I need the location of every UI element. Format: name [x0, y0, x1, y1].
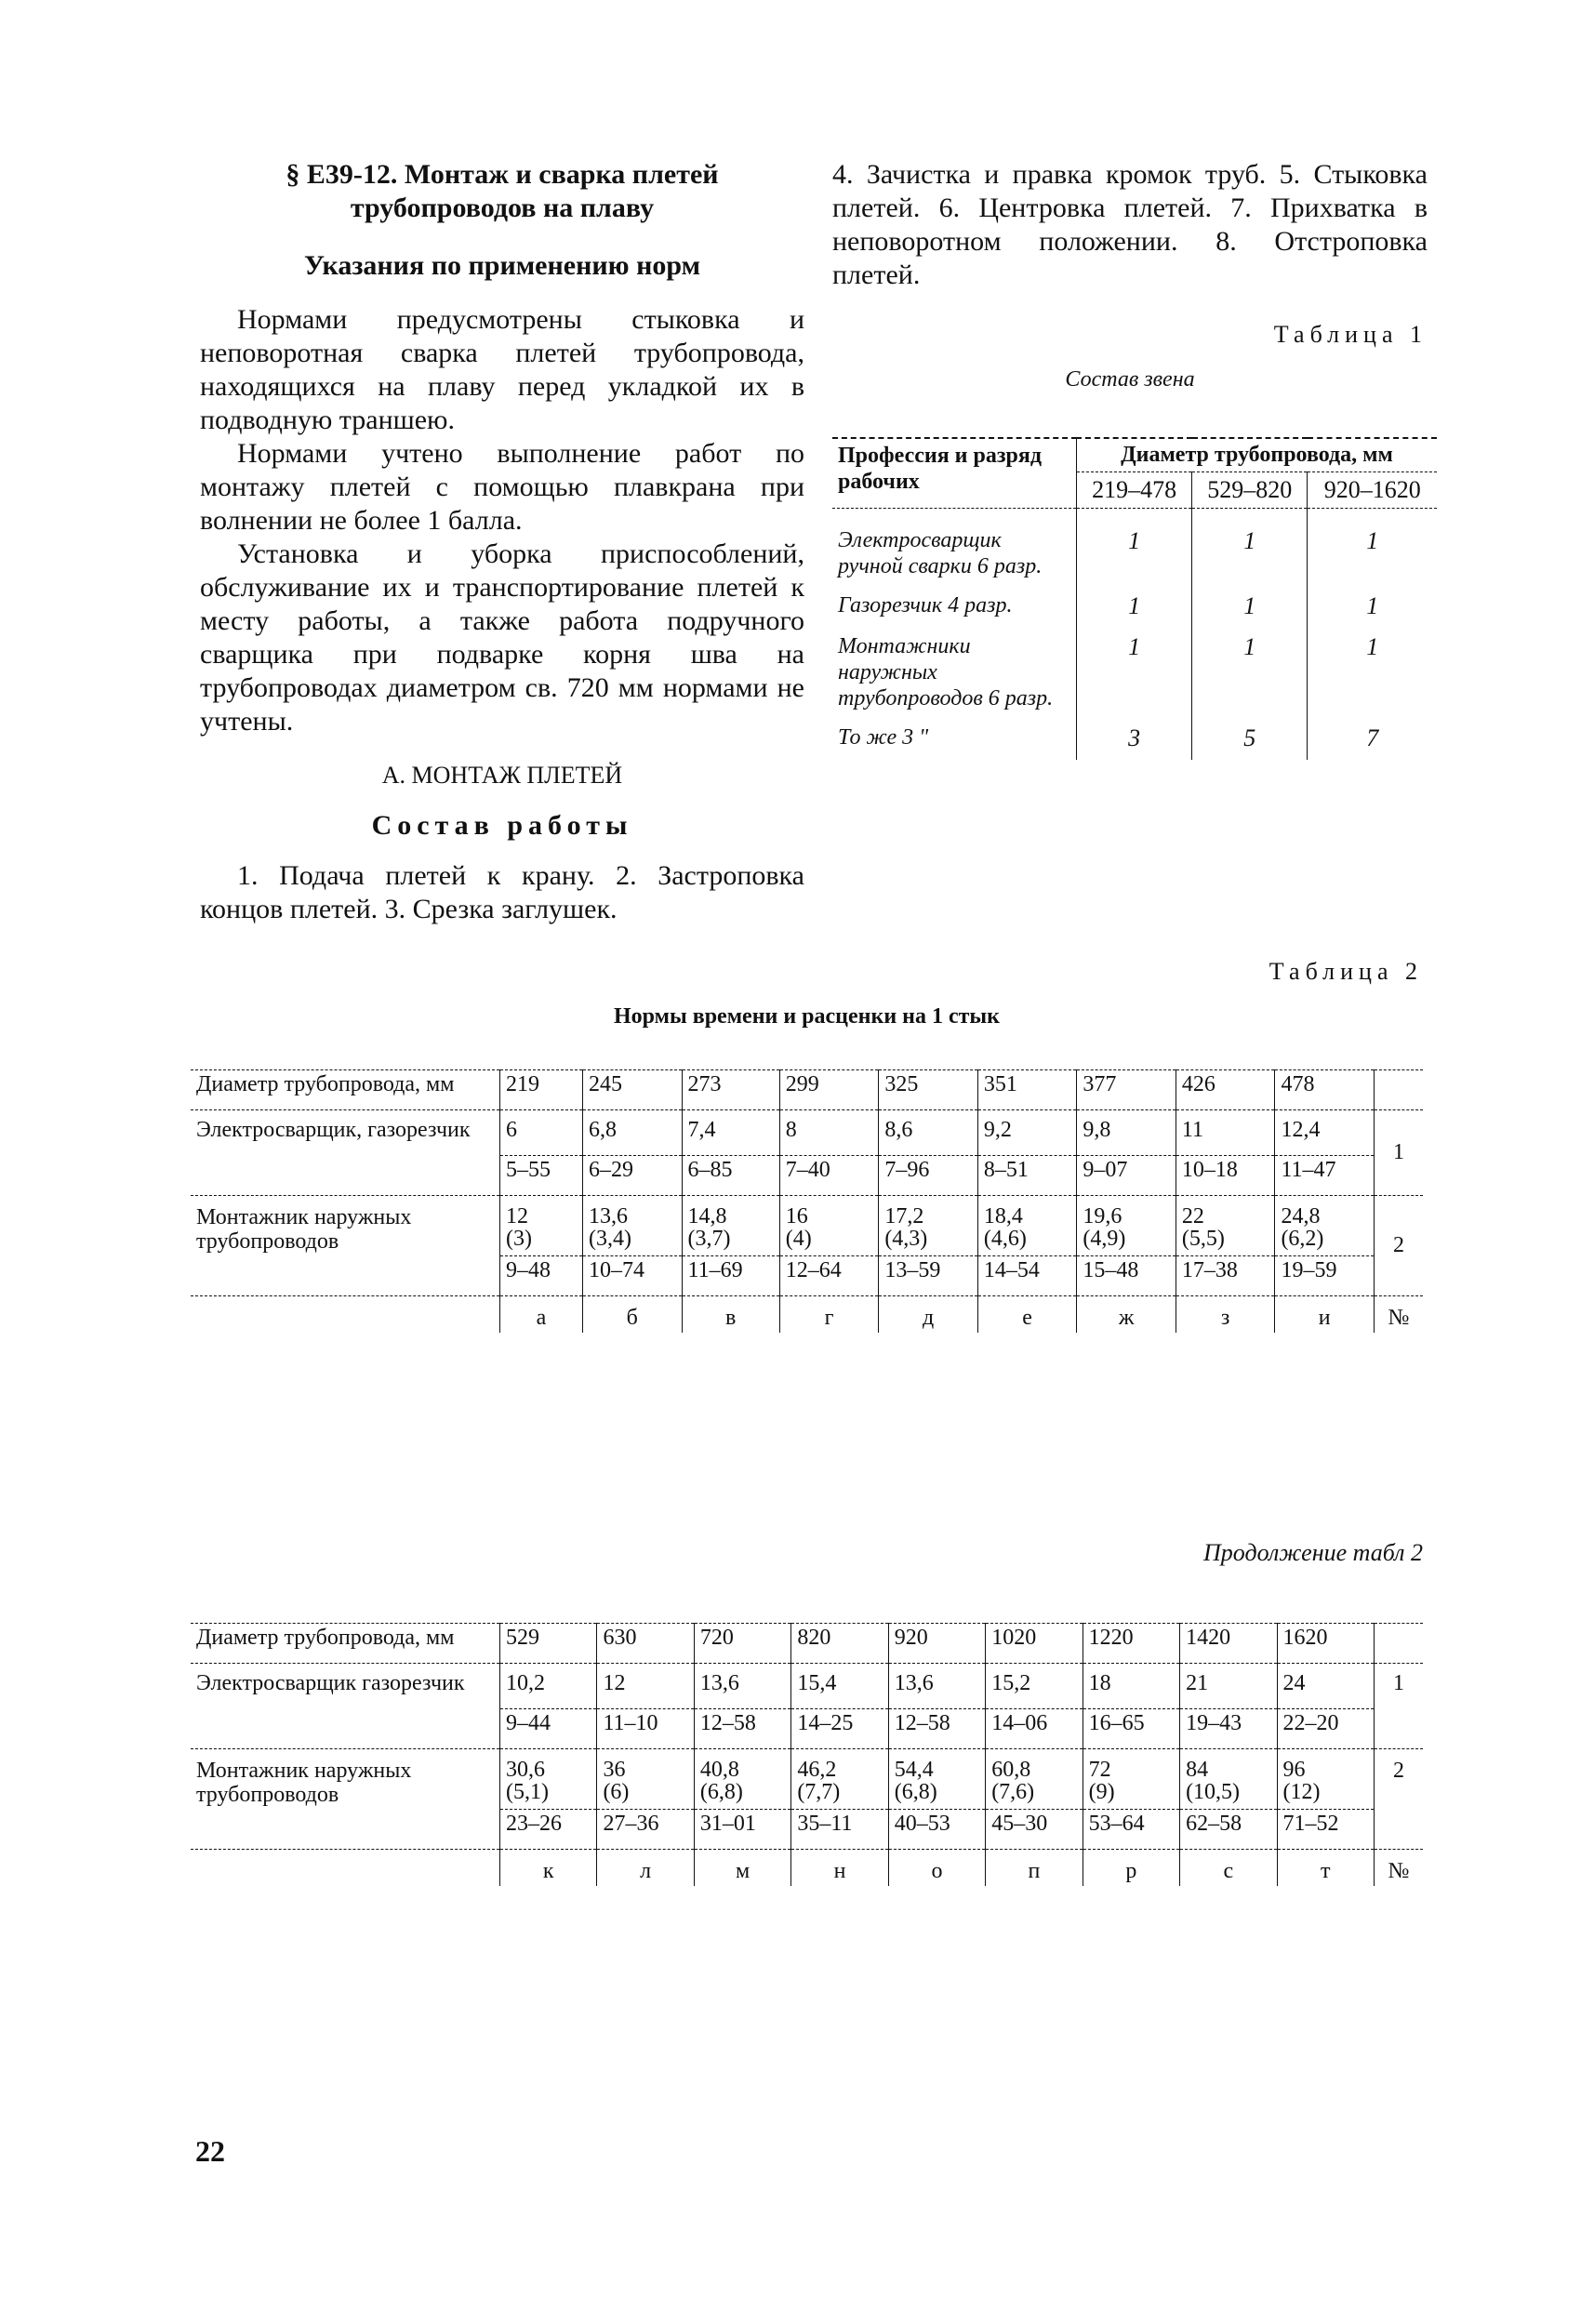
norm-value: 18,4: [983, 1204, 1023, 1228]
norm-paren: (6,8): [699, 1780, 743, 1804]
row-number-cell: 2: [1375, 1749, 1424, 1850]
column-letter: ж: [1077, 1296, 1176, 1334]
norm-paren: (3,4): [589, 1227, 631, 1251]
price-cell: 5–55: [500, 1156, 583, 1196]
count-cell: 3: [1077, 715, 1192, 760]
count-cell: 1: [1308, 624, 1437, 715]
price-cell: 13–59: [879, 1256, 978, 1296]
norm-paren: (5,1): [506, 1780, 549, 1804]
diameter-range: 529–820: [1192, 472, 1308, 509]
norm-paren: (6): [603, 1780, 630, 1804]
table-row: [191, 1196, 1423, 1256]
count-cell: 1: [1192, 624, 1308, 715]
table-row: [191, 1110, 1423, 1156]
norm-paren: (3): [506, 1227, 532, 1251]
price-cell: 19–59: [1275, 1256, 1375, 1296]
diameter-cell: 630: [597, 1624, 694, 1664]
norm-cell: 24: [1277, 1664, 1375, 1709]
column-letter: з: [1176, 1296, 1275, 1334]
norm-value: 96: [1282, 1758, 1306, 1782]
diameter-cell: 325: [879, 1070, 978, 1110]
norm-value: 13,6: [589, 1204, 629, 1228]
table1-label: Таблица 1: [1273, 321, 1428, 348]
row-number-cell: [1375, 1070, 1424, 1110]
section-heading-line2: трубопроводов на плаву: [350, 193, 655, 223]
norm-cell: [1077, 1196, 1176, 1256]
norm-paren: (3,7): [687, 1227, 731, 1251]
norm-paren: (7,7): [797, 1780, 841, 1804]
price-cell: 35–11: [791, 1810, 888, 1850]
norm-cell: 10,2: [500, 1664, 597, 1709]
price-cell: 71–52: [1277, 1810, 1375, 1850]
number-header: №: [1375, 1296, 1424, 1334]
norm-cell: [1083, 1749, 1179, 1810]
norm-value: 30,6: [506, 1758, 545, 1782]
profession-header: Профессия и разряд рабочих: [838, 444, 1042, 494]
norms-subtitle: Указания по применению норм: [303, 250, 701, 281]
norms-table-continued: [191, 1623, 1423, 1886]
row-number-cell: 1: [1375, 1664, 1424, 1749]
profession-cell: Монтажники наружных трубопроводов 6 разр.: [838, 634, 1054, 710]
norm-cell: [583, 1196, 683, 1256]
diameter-cell: 426: [1176, 1070, 1275, 1110]
empty-label-cell: [191, 1850, 500, 1887]
work-steps-right: 4. Зачистка и правка кромок труб. 5. Стыковка плетей. 6. Центровка плетей. 7. Прихватка в неповоротном положении. 8. Отстроповка плетей.: [832, 159, 1428, 290]
table-row: [191, 1850, 1423, 1887]
norm-value: 46,2: [797, 1758, 837, 1782]
price-cell: 62–58: [1180, 1810, 1277, 1850]
price-cell: 15–48: [1077, 1256, 1176, 1296]
worker-label: Монтажник наружных трубопроводов: [191, 1196, 500, 1296]
norm-cell: [597, 1749, 694, 1810]
norm-value: 19,6: [1083, 1204, 1122, 1228]
price-cell: 6–29: [583, 1156, 683, 1196]
norm-cell: [977, 1196, 1077, 1256]
paragraph-2: Нормами учтено выполнение работ по монтажу плетей с помощью плавкрана при волнении не более 1 балла.: [200, 438, 804, 536]
norm-paren: (7,6): [991, 1780, 1035, 1804]
norm-cell: [879, 1196, 978, 1256]
diameter-cell: 351: [977, 1070, 1077, 1110]
norm-value: 24,8: [1281, 1204, 1321, 1228]
column-letter: л: [597, 1850, 694, 1887]
norm-value: 40,8: [699, 1758, 739, 1782]
number-header: №: [1375, 1850, 1424, 1887]
diameter-cell: 273: [682, 1070, 779, 1110]
column-letter: и: [1275, 1296, 1375, 1334]
column-letter: г: [779, 1296, 879, 1334]
norm-cell: 13,6: [694, 1664, 790, 1709]
column-letter: о: [888, 1850, 985, 1887]
column-letter: к: [500, 1850, 597, 1887]
norm-cell: 8,6: [879, 1110, 978, 1156]
price-cell: 8–51: [977, 1156, 1077, 1196]
table1-caption: Состав звена: [1065, 367, 1195, 392]
count-cell: 1: [1308, 509, 1437, 584]
norm-cell: [1180, 1749, 1277, 1810]
price-cell: 53–64: [1083, 1810, 1179, 1850]
price-cell: 22–20: [1277, 1709, 1375, 1749]
page-number: 22: [195, 2134, 225, 2168]
price-cell: 12–58: [888, 1709, 985, 1749]
norm-value: 60,8: [991, 1758, 1031, 1782]
norm-cell: [500, 1749, 597, 1810]
crew-table: [832, 437, 1437, 760]
worker-label: Электросварщик газорезчик: [191, 1664, 500, 1749]
norm-value: 22: [1181, 1204, 1204, 1228]
right-column: [832, 158, 1428, 396]
norms-table: [191, 1069, 1423, 1333]
norm-paren: (4,3): [884, 1227, 928, 1251]
price-cell: 14–25: [791, 1709, 888, 1749]
diameter-cell: 1420: [1180, 1624, 1277, 1664]
norm-cell: 7,4: [682, 1110, 779, 1156]
column-letter: р: [1083, 1850, 1179, 1887]
diameter-cell: 478: [1275, 1070, 1375, 1110]
column-letter: н: [791, 1850, 888, 1887]
count-cell: 1: [1192, 583, 1308, 624]
price-cell: 10–74: [583, 1256, 683, 1296]
column-letter: в: [682, 1296, 779, 1334]
price-cell: 11–69: [682, 1256, 779, 1296]
norm-value: 17,2: [884, 1204, 924, 1228]
price-cell: 9–48: [500, 1256, 583, 1296]
table2-caption: Нормы времени и расценки на 1 стык: [614, 1004, 1000, 1029]
norm-cell: 12: [597, 1664, 694, 1709]
norm-cell: [888, 1749, 985, 1810]
count-cell: 7: [1308, 715, 1437, 760]
table-row: [191, 1624, 1423, 1664]
norm-cell: 8: [779, 1110, 879, 1156]
norm-cell: 21: [1180, 1664, 1277, 1709]
paragraph-3: Установка и уборка приспособлений, обслуживание их и транспортирование плетей к месту работы, а также работа подручного сварщика при подварке корня шва на трубопроводах диаметром св. 720 мм нормами не учтены.: [200, 538, 804, 737]
norm-paren: (5,5): [1181, 1227, 1225, 1251]
norm-cell: [1176, 1196, 1275, 1256]
norm-cell: 9,8: [1077, 1110, 1176, 1156]
table-row: [191, 1296, 1423, 1334]
column-letter: а: [500, 1296, 583, 1334]
norm-cell: [791, 1749, 888, 1810]
profession-cell: То же 3 ": [838, 725, 929, 750]
price-cell: 45–30: [986, 1810, 1083, 1850]
norm-paren: (9): [1088, 1780, 1115, 1804]
count-cell: 1: [1077, 624, 1192, 715]
price-cell: 6–85: [682, 1156, 779, 1196]
norm-paren: (4): [785, 1227, 812, 1251]
price-cell: 40–53: [888, 1810, 985, 1850]
section-a-title: А. МОНТАЖ ПЛЕТЕЙ: [381, 762, 623, 789]
work-composition-title: Состав работы: [371, 810, 633, 841]
price-cell: 11–10: [597, 1709, 694, 1749]
price-cell: 31–01: [694, 1810, 790, 1850]
norm-cell: 15,4: [791, 1664, 888, 1709]
norm-paren: (4,6): [983, 1227, 1027, 1251]
empty-label-cell: [191, 1296, 500, 1334]
table-row: [832, 509, 1437, 584]
norm-cell: 12,4: [1275, 1110, 1375, 1156]
work-steps-left: 1. Подача плетей к крану. 2. Застроповка концов плетей. 3. Срезка заглушек.: [200, 860, 804, 924]
row-number-cell: [1375, 1624, 1424, 1664]
norm-value: 72: [1088, 1758, 1111, 1782]
diameter-group-header: Диаметр трубопровода, мм: [1077, 438, 1438, 472]
price-cell: 17–38: [1176, 1256, 1275, 1296]
diameter-label: Диаметр трубопровода, мм: [191, 1624, 500, 1664]
worker-label: Монтажник наружных трубопроводов: [191, 1749, 500, 1850]
price-cell: 14–54: [977, 1256, 1077, 1296]
price-cell: 16–65: [1083, 1709, 1179, 1749]
count-cell: 5: [1192, 715, 1308, 760]
diameter-cell: 377: [1077, 1070, 1176, 1110]
price-cell: 14–06: [986, 1709, 1083, 1749]
norm-cell: 6: [500, 1110, 583, 1156]
diameter-cell: 1620: [1277, 1624, 1375, 1664]
worker-label: Электросварщик, газорезчик: [191, 1110, 500, 1196]
column-letter: б: [583, 1296, 683, 1334]
count-cell: 1: [1192, 509, 1308, 584]
norm-cell: [1277, 1749, 1375, 1810]
paragraph-1: Нормами предусмотрены стыковка и неповоротная сварка плетей трубопровода, находящихся на плаву перед укладкой их в подводную траншею.: [200, 304, 804, 435]
norm-cell: [500, 1196, 583, 1256]
count-cell: 1: [1077, 509, 1192, 584]
diameter-cell: 1220: [1083, 1624, 1179, 1664]
norm-cell: 18: [1083, 1664, 1179, 1709]
section-heading: § Е39-12. Монтаж и сварка плетей: [286, 159, 719, 190]
price-cell: 11–47: [1275, 1156, 1375, 1196]
price-cell: 9–07: [1077, 1156, 1176, 1196]
price-cell: 27–36: [597, 1810, 694, 1850]
diameter-range: 920–1620: [1308, 472, 1437, 509]
norm-cell: [1275, 1196, 1375, 1256]
table-row: [832, 624, 1437, 715]
diameter-cell: 219: [500, 1070, 583, 1110]
diameter-range: 219–478: [1077, 472, 1192, 509]
price-cell: 12–64: [779, 1256, 879, 1296]
count-cell: 1: [1077, 583, 1192, 624]
norm-paren: (6,2): [1281, 1227, 1324, 1251]
norm-cell: 11: [1176, 1110, 1275, 1156]
row-number-cell: 1: [1375, 1110, 1424, 1196]
norm-cell: [694, 1749, 790, 1810]
price-cell: 7–40: [779, 1156, 879, 1196]
count-cell: 1: [1308, 583, 1437, 624]
column-letter: е: [977, 1296, 1077, 1334]
diameter-label: Диаметр трубопровода, мм: [191, 1070, 500, 1110]
diameter-cell: 920: [888, 1624, 985, 1664]
norm-value: 54,4: [894, 1758, 934, 1782]
diameter-cell: 820: [791, 1624, 888, 1664]
table-row: [832, 583, 1437, 624]
table-row: [832, 715, 1437, 760]
norm-paren: (6,8): [894, 1780, 937, 1804]
norm-value: 12: [506, 1204, 528, 1228]
norm-value: 14,8: [687, 1204, 727, 1228]
price-cell: 23–26: [500, 1810, 597, 1850]
norm-cell: 15,2: [986, 1664, 1083, 1709]
column-letter: т: [1277, 1850, 1375, 1887]
price-cell: 9–44: [500, 1709, 597, 1749]
norm-paren: (4,9): [1083, 1227, 1126, 1251]
norm-cell: [986, 1749, 1083, 1810]
table-row: [191, 1749, 1423, 1810]
norm-value: 36: [603, 1758, 626, 1782]
diameter-cell: 529: [500, 1624, 597, 1664]
norm-cell: [779, 1196, 879, 1256]
diameter-cell: 299: [779, 1070, 879, 1110]
table-row: [191, 1070, 1423, 1110]
profession-cell: Электросварщик ручной сварки 6 разр.: [838, 528, 1043, 578]
column-letter: п: [986, 1850, 1083, 1887]
norm-cell: [682, 1196, 779, 1256]
diameter-cell: 245: [583, 1070, 683, 1110]
norm-paren: (10,5): [1186, 1780, 1241, 1804]
price-cell: 19–43: [1180, 1709, 1277, 1749]
norm-paren: (12): [1282, 1780, 1321, 1804]
price-cell: 7–96: [879, 1156, 978, 1196]
price-cell: 12–58: [694, 1709, 790, 1749]
norm-value: 16: [785, 1204, 808, 1228]
row-number-cell: 2: [1375, 1196, 1424, 1296]
diameter-cell: 720: [694, 1624, 790, 1664]
table-row: [191, 1664, 1423, 1709]
column-letter: д: [879, 1296, 978, 1334]
norm-cell: 6,8: [583, 1110, 683, 1156]
norm-cell: 9,2: [977, 1110, 1077, 1156]
table2-label: Таблица 2: [1269, 958, 1423, 985]
norm-value: 84: [1186, 1758, 1209, 1782]
profession-cell: Газорезчик 4 разр.: [838, 593, 1013, 618]
column-letter: с: [1180, 1850, 1277, 1887]
left-column: [200, 158, 804, 926]
price-cell: 10–18: [1176, 1156, 1275, 1196]
norm-cell: 13,6: [888, 1664, 985, 1709]
column-letter: м: [694, 1850, 790, 1887]
table2-continuation-label: Продолжение табл 2: [1203, 1539, 1423, 1566]
diameter-cell: 1020: [986, 1624, 1083, 1664]
